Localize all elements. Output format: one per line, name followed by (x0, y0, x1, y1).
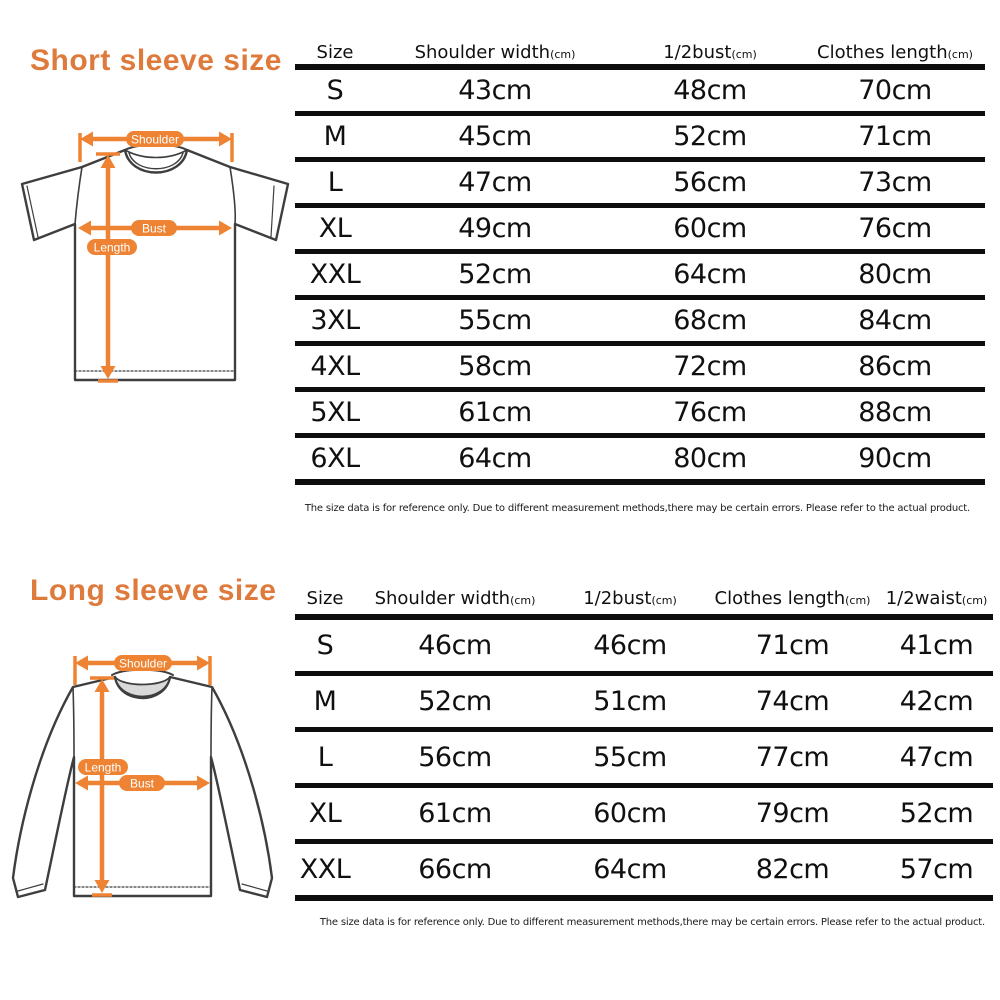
size-cell: S (316, 630, 334, 661)
table-row (295, 254, 985, 300)
shirt-outline (22, 145, 288, 380)
header-label: Shoulder width (374, 587, 511, 609)
value-cell: 47cm (458, 167, 532, 198)
value-cell: 73cm (858, 167, 932, 198)
short-sleeve-shirt-diagram (8, 112, 293, 402)
header-unit: (cm) (845, 593, 871, 607)
size-cell: XL (308, 798, 342, 829)
value-cell: 60cm (593, 798, 667, 829)
bust-badge (131, 220, 177, 236)
value-cell: 55cm (593, 742, 667, 773)
value-cell: 52cm (673, 121, 747, 152)
table-row (295, 732, 993, 788)
value-cell: 77cm (755, 742, 830, 773)
header-label: Size (316, 41, 354, 63)
column-header-size (295, 588, 355, 609)
value-cell: 76cm (673, 397, 747, 428)
value-cell: 43cm (458, 75, 532, 106)
value-cell: 60cm (673, 213, 747, 244)
table-row (295, 162, 985, 208)
long-sleeve-size-table (295, 582, 993, 901)
value-cell: 46cm (418, 630, 492, 661)
table-row (295, 116, 985, 162)
size-cell: M (323, 121, 347, 152)
value-cell: 80cm (673, 443, 747, 474)
value-cell: 52cm (418, 686, 492, 717)
disclaimer-text: The size data is for reference only. Due to different measurement methods,there may be certain errors. Please refer to the actual product. (304, 503, 970, 514)
table-header-row (295, 582, 993, 620)
table-row (295, 788, 993, 844)
shoulder-badge-label: Shoulder (118, 656, 168, 671)
size-cell: L (327, 167, 343, 198)
value-cell: 52cm (458, 259, 532, 290)
long-sleeve-shirt-diagram (5, 635, 295, 920)
table-row (295, 346, 985, 392)
header-label: 1/2bust (583, 587, 652, 609)
value-cell: 70cm (858, 75, 932, 106)
size-cell: XXL (299, 854, 351, 885)
value-cell: 41cm (899, 630, 974, 661)
value-cell: 57cm (899, 854, 974, 885)
header-label: 1/2waist (885, 587, 962, 609)
value-cell: 64cm (673, 259, 747, 290)
column-header-shoulder-width (375, 42, 615, 63)
value-cell: 71cm (858, 121, 932, 152)
value-cell: 64cm (593, 854, 667, 885)
length-badge (87, 239, 137, 255)
size-cell: S (326, 75, 344, 106)
header-unit: (cm) (510, 593, 536, 607)
value-cell: 80cm (858, 259, 932, 290)
short-sleeve-section-title: Short sleeve size (30, 44, 282, 77)
table-row (295, 844, 993, 901)
value-cell: 46cm (593, 630, 667, 661)
value-cell: 45cm (458, 121, 532, 152)
header-unit: (cm) (947, 47, 973, 61)
value-cell: 71cm (755, 630, 830, 661)
long-sleeve-section-title: Long sleeve size (30, 574, 277, 607)
column-header-clothes-length (705, 588, 880, 609)
column-header-clothes-length (805, 42, 985, 63)
value-cell: 88cm (858, 397, 932, 428)
column-header-half-waist (880, 588, 993, 609)
table-row (295, 300, 985, 346)
value-cell: 49cm (458, 213, 532, 244)
header-label: Clothes length (714, 587, 846, 609)
header-label: Shoulder width (414, 41, 551, 63)
bust-badge-label: Bust (141, 221, 167, 236)
size-cell: XL (318, 213, 352, 244)
table-row (295, 70, 985, 116)
table-row (295, 208, 985, 254)
size-cell: XXL (309, 259, 361, 290)
value-cell: 52cm (899, 798, 974, 829)
value-cell: 68cm (673, 305, 747, 336)
column-header-shoulder-width (355, 588, 555, 609)
shoulder-badge (114, 655, 172, 671)
value-cell: 82cm (755, 854, 830, 885)
header-label: Size (306, 587, 344, 609)
value-cell: 90cm (858, 443, 932, 474)
header-label: 1/2bust (663, 41, 732, 63)
value-cell: 84cm (858, 305, 932, 336)
size-cell: L (317, 742, 333, 773)
value-cell: 58cm (458, 351, 532, 382)
size-cell: 3XL (310, 305, 360, 336)
table-row (295, 392, 985, 438)
header-unit: (cm) (651, 593, 677, 607)
value-cell: 72cm (673, 351, 747, 382)
short-sleeve-size-table (295, 40, 985, 485)
size-cell: M (313, 686, 337, 717)
value-cell: 79cm (755, 798, 830, 829)
bust-badge (119, 775, 165, 791)
value-cell: 61cm (418, 798, 492, 829)
shoulder-badge-label: Shoulder (130, 132, 180, 147)
value-cell: 56cm (673, 167, 747, 198)
table-header-row (295, 40, 985, 70)
header-label: Clothes length (817, 41, 948, 63)
bust-badge-label: Bust (129, 776, 155, 791)
column-header-half-bust (615, 42, 805, 63)
header-unit: (cm) (731, 47, 757, 61)
value-cell: 61cm (458, 397, 532, 428)
disclaimer-text: The size data is for reference only. Due to different measurement methods,there may be certain errors. Please refer to the actual product. (319, 917, 985, 928)
table-row (295, 438, 985, 485)
header-unit: (cm) (961, 593, 988, 607)
shoulder-badge (126, 131, 184, 147)
length-badge (78, 759, 128, 775)
value-cell: 42cm (899, 686, 974, 717)
size-cell: 4XL (310, 351, 360, 382)
size-cell: 6XL (310, 443, 360, 474)
value-cell: 56cm (418, 742, 492, 773)
value-cell: 47cm (899, 742, 974, 773)
value-cell: 64cm (458, 443, 532, 474)
length-badge-label: Length (84, 760, 122, 775)
value-cell: 48cm (673, 75, 747, 106)
value-cell: 86cm (858, 351, 932, 382)
header-unit: (cm) (550, 47, 576, 61)
value-cell: 74cm (755, 686, 830, 717)
table-row (295, 676, 993, 732)
column-header-size (295, 42, 375, 63)
table-row (295, 620, 993, 676)
value-cell: 76cm (858, 213, 932, 244)
value-cell: 66cm (418, 854, 492, 885)
column-header-half-bust (555, 588, 705, 609)
size-cell: 5XL (310, 397, 360, 428)
value-cell: 55cm (458, 305, 532, 336)
value-cell: 51cm (593, 686, 667, 717)
length-badge-label: Length (93, 240, 131, 255)
